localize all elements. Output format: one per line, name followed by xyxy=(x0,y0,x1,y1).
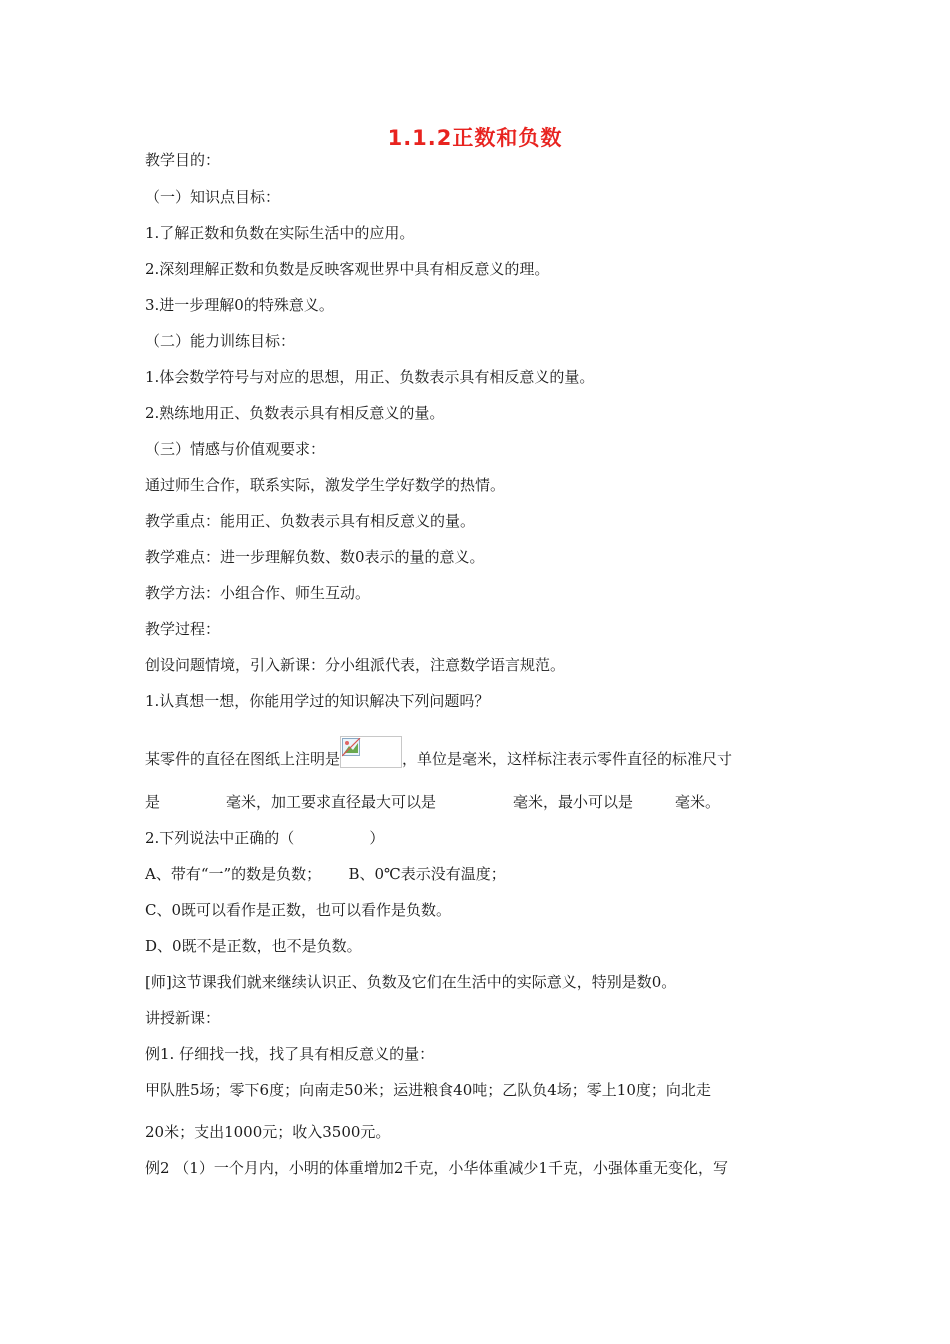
text-line: 例2 （1）一个月内，小明的体重增加2千克，小华体重减少1千克，小强体重无变化，写 xyxy=(145,1159,728,1177)
text-line: 教学目的： xyxy=(145,151,221,169)
text-line: [师]这节课我们就来继续认识正、负数及它们在生活中的实际意义，特别是数0。 xyxy=(145,973,677,991)
text-line: A、带有“一”的数是负数； B、0℃表示没有温度； xyxy=(145,865,506,883)
text-line: 甲队胜5场；零下6度；向南走50米；运进粮食40吨；乙队负4场；零上10度；向北走 xyxy=(145,1081,711,1099)
document-title: 1.1.2正数和负数 xyxy=(387,126,563,150)
text-line: C、0既可以看作是正数，也可以看作是负数。 xyxy=(145,901,452,919)
broken-image-icon xyxy=(342,738,362,758)
text-line: 1.了解正数和负数在实际生活中的应用。 xyxy=(145,224,415,242)
text-line: 通过师生合作，联系实际，激发学生学好数学的热情。 xyxy=(145,476,506,494)
fill-text: 毫米，最小可以是 xyxy=(513,793,634,811)
fill-in-line xyxy=(145,791,720,813)
text-line: 20米；支出1000元；收入3500元。 xyxy=(145,1123,391,1141)
fill-text: 毫米，加工要求直径最大可以是 xyxy=(226,793,437,811)
text-line: 教学难点：进一步理解负数、数0表示的量的意义。 xyxy=(145,548,485,566)
text-line: 讲授新课： xyxy=(145,1009,221,1027)
text-line: 2.熟练地用正、负数表示具有相反意义的量。 xyxy=(145,404,445,422)
fill-text: 毫米。 xyxy=(675,793,721,811)
text-line: 2.下列说法中正确的（ ） xyxy=(145,829,385,847)
question-text-after: ，单位是毫米，这样标注表示零件直径的标准尺寸 xyxy=(402,750,733,768)
text-line: （一）知识点目标： xyxy=(145,188,281,206)
text-line: D、0既不是正数，也不是负数。 xyxy=(145,937,362,955)
question-text-before: 某零件的直径在图纸上注明是 xyxy=(145,750,341,768)
text-line: 3.进一步理解0的特殊意义。 xyxy=(145,296,334,314)
fill-text: 是 xyxy=(145,793,161,811)
text-line: （三）情感与价值观要求： xyxy=(145,440,326,458)
text-line: 1.体会数学符号与对应的思想，用正、负数表示具有相反意义的量。 xyxy=(145,368,595,386)
formula-image-placeholder xyxy=(340,736,402,768)
text-line: （二）能力训练目标： xyxy=(145,332,296,350)
question-line xyxy=(145,736,732,770)
text-line: 教学方法：小组合作、师生互动。 xyxy=(145,584,371,602)
text-line: 例1. 仔细找一找，找了具有相反意义的量： xyxy=(145,1045,435,1063)
text-line: 创设问题情境，引入新课：分小组派代表，注意数学语言规范。 xyxy=(145,656,566,674)
text-line: 2.深刻理解正数和负数是反映客观世界中具有相反意义的理。 xyxy=(145,260,550,278)
text-line: 教学过程： xyxy=(145,620,221,638)
text-line: 教学重点：能用正、负数表示具有相反意义的量。 xyxy=(145,512,476,530)
text-line: 1.认真想一想，你能用学过的知识解决下列问题吗？ xyxy=(145,692,490,710)
